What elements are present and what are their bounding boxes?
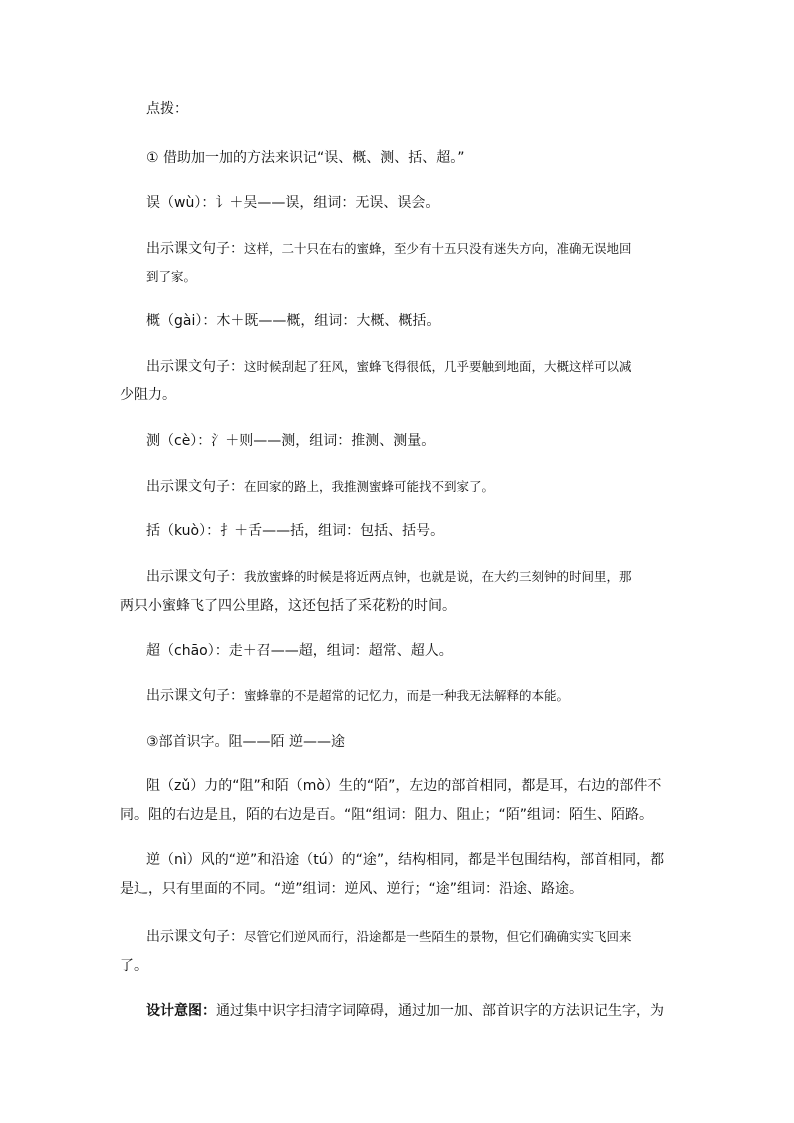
sentence-3-text: 在回家的路上，我推测蜜蜂可能找不到家了。 <box>244 479 495 494</box>
char-kuo-line: 括（kuò）：扌＋舌——括，组词：包括、括号。 <box>146 523 445 539</box>
sentence-6-line-2: 了。 <box>120 958 148 974</box>
zu-mo-line-1: 阻（zǔ）力的“阻”和陌（mò）生的“陌”，左边的部首相同，都是耳，右边的部件不 <box>146 778 662 794</box>
design-intent-text: 通过集中识字扫清字词障碍，通过加一加、部首识字的方法识记生字，为 <box>216 1003 664 1019</box>
sentence-1-line-2: 到了家。 <box>146 269 197 284</box>
char-chao-line: 超（chāo）：走＋召——超，组词：超常、超人。 <box>146 643 453 659</box>
sentence-1-text: 这样，二十只在右的蜜蜂，至少有十五只没有迷失方向，准确无误地回 <box>244 241 632 256</box>
ni-tu-line-1: 逆（nì）风的“逆”和沿途（tú）的“途”，结构相同，都是半包围结构，部首相同，都 <box>146 852 665 868</box>
sentence-label: 出示课文句子： <box>146 688 244 704</box>
sentence-5-line <box>146 687 666 705</box>
method-add-one-line: ① 借助加一加的方法来识记“误、概、测、括、超。” <box>146 150 465 166</box>
sentence-5-text: 蜜蜂靠的不是超常的记忆力，而是一种我无法解释的本能。 <box>244 688 570 703</box>
sentence-6-text: 尽管它们逆风而行，沿途都是一些陌生的景物，但它们确确实实飞回来 <box>244 929 632 944</box>
hint-heading: 点拨： <box>146 101 188 117</box>
sentence-label: 出示课文句子： <box>146 929 244 945</box>
design-intent-label: 设计意图： <box>146 1003 216 1019</box>
sentence-label: 出示课文句子： <box>146 479 244 495</box>
sentence-4-line-2: 两只小蜜蜂飞了四公里路，这还包括了采花粉的时间。 <box>120 598 456 614</box>
sentence-4-text: 我放蜜蜂的时候是将近两点钟，也就是说，在大约三刻钟的时间里，那 <box>244 569 632 584</box>
char-wu-line: 误（wù）：讠＋吴——误，组词：无误、误会。 <box>146 195 440 211</box>
ni-tu-line-2: 是辶，只有里面的不同。“逆”组词：逆风、逆行；“途”组词：沿途、路途。 <box>120 881 584 897</box>
sentence-label: 出示课文句子： <box>146 359 244 375</box>
char-gai-line: 概（gài）：木＋既——概，组词：大概、概括。 <box>146 313 441 329</box>
sentence-4-line-1 <box>146 568 666 586</box>
radical-heading: ③部首识字。阻——陌 逆——途 <box>146 734 346 750</box>
sentence-2-text: 这时候刮起了狂风，蜜蜂飞得很低，几乎要触到地面，大概这样可以减 <box>244 359 632 374</box>
zu-mo-line-2: 同。阻的右边是且，陌的右边是百。“阻“组词：阻力、阻止；“陌”组词：陌生、陌路。 <box>120 807 654 823</box>
design-intent-line <box>146 1002 666 1020</box>
sentence-label: 出示课文句子： <box>146 241 244 257</box>
sentence-6-line-1 <box>146 928 666 946</box>
sentence-2-line-2: 少阻力。 <box>120 387 176 403</box>
sentence-1-line-1 <box>146 240 666 258</box>
char-ce-line: 测（cè）：氵＋则——测，组词：推测、测量。 <box>146 433 436 449</box>
sentence-3-line <box>146 478 666 496</box>
sentence-2-line-1 <box>146 358 666 376</box>
sentence-label: 出示课文句子： <box>146 569 244 585</box>
